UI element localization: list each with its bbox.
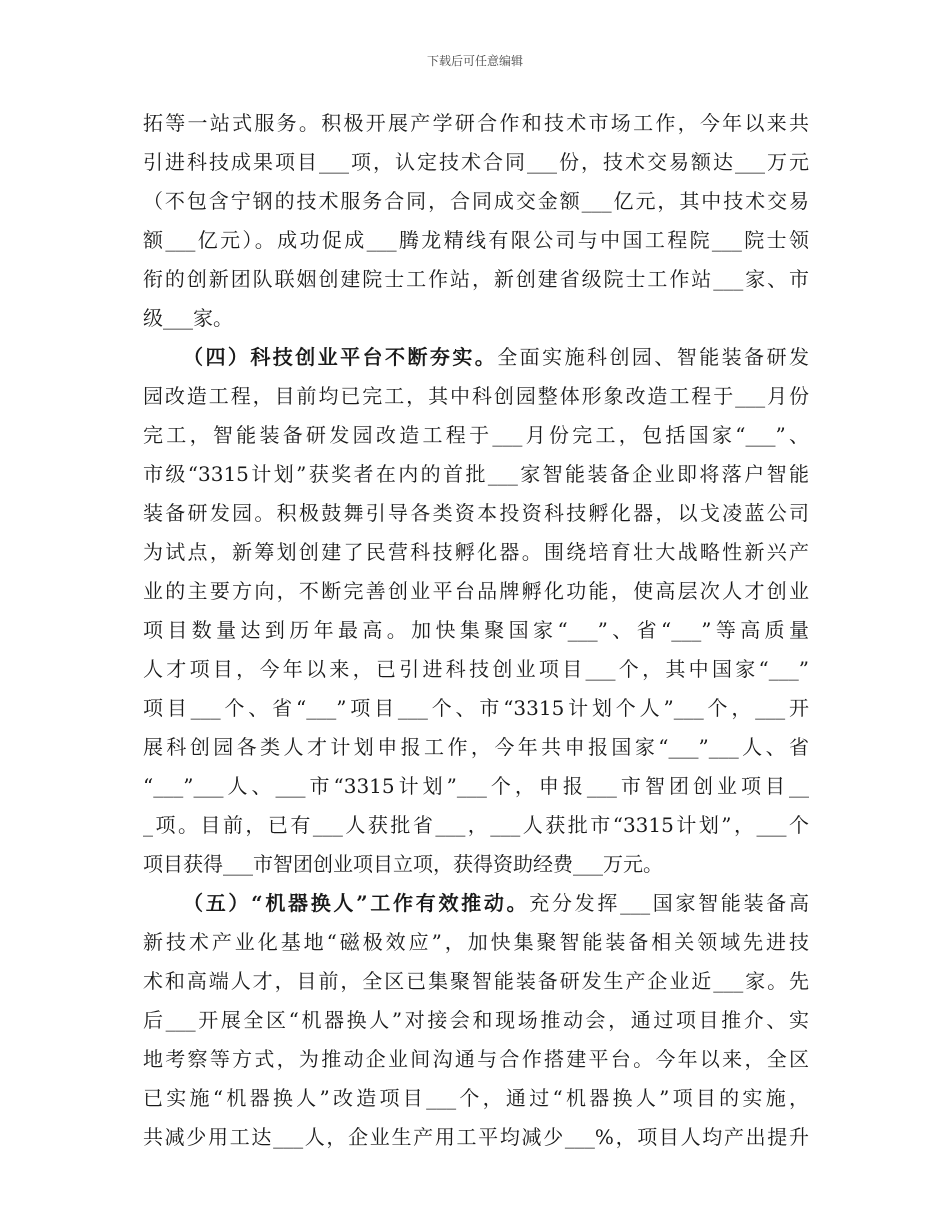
text-line: 衔的创新团队联姻创建院士工作站，新创建省级院士工作站___家、市 — [143, 267, 809, 291]
text-line: 新技术产业化基地“磁极效应”，加快集聚智能装备相关领域先进技 — [143, 930, 809, 954]
text-line: 展科创园各类人才计划申报工作，今年共申报国家“___”___人、省 — [143, 735, 809, 759]
text-line: 术和高端人才，目前，全区已集聚智能装备研发生产企业近___家。先 — [143, 969, 809, 993]
section-heading-line: （五）“机器换人”工作有效推动。充分发挥___国家智能装备高 — [183, 891, 809, 915]
text-line: 已实施“机器换人”改造项目___个，通过“机器换人”项目的实施， — [143, 1086, 809, 1110]
text-line: 完工，智能装备研发园改造工程于___月份完工，包括国家“___”、 — [143, 423, 809, 447]
text-line: 额___亿元）。成功促成___腾龙精线有限公司与中国工程院___院士领 — [143, 228, 809, 252]
text-line: 项目数量达到历年最高。加快集聚国家“___”、省“___”等高质量 — [143, 618, 809, 642]
text-line: 级___家。 — [143, 306, 233, 330]
text-line: 引进科技成果项目___项，认定技术合同___份，技术交易额达___万元 — [143, 150, 809, 174]
section-heading: （五）“机器换人”工作有效推动。 — [183, 891, 530, 915]
text-line: （不包含宁钢的技术服务合同，合同成交金额___亿元，其中技术交易 — [143, 189, 809, 213]
text-line: 园改造工程，目前均已完工，其中科创园整体形象改造工程于___月份 — [143, 384, 809, 408]
text-line: “___”___人、___市“3315计划”___个，申报___市智团创业项目__ — [143, 774, 809, 798]
text-line: _项。目前，已有___人获批省___，___人获批市“3315计划”，___个 — [143, 813, 809, 837]
text-line: 拓等一站式服务。积极开展产学研合作和技术市场工作，今年以来共 — [143, 111, 809, 135]
page-header: 下载后可任意编辑 — [426, 54, 523, 68]
text-line: 项目获得___市智团创业项目立项，获得资助经费___万元。 — [143, 852, 663, 876]
section-heading: （四）科技创业平台不断夯实。 — [183, 345, 498, 369]
document-body — [143, 104, 809, 1157]
text-line: 为试点，新筹划创建了民营科技孵化器。围绕培育壮大战略性新兴产 — [143, 540, 809, 564]
text-line: 装备研发园。积极鼓舞引导各类资本投资科技孵化器，以戈凌蓝公司 — [143, 501, 809, 525]
text-line: 共减少用工达___人，企业生产用工平均减少___%，项目人均产出提升 — [143, 1125, 809, 1149]
text-line: 市级“3315计划”获奖者在内的首批___家智能装备企业即将落户智能 — [143, 462, 809, 486]
section-heading-line: （四）科技创业平台不断夯实。全面实施科创园、智能装备研发 — [183, 345, 810, 369]
text-line: 地考察等方式，为推动企业间沟通与合作搭建平台。今年以来，全区 — [143, 1047, 809, 1071]
text-line: 业的主要方向，不断完善创业平台品牌孵化功能，使高层次人才创业 — [143, 579, 809, 603]
text-line: 人才项目，今年以来，已引进科技创业项目___个，其中国家“___” — [143, 657, 809, 681]
text-line: 项目___个、省“___”项目___个、市“3315计划个人”___个，___开 — [143, 696, 809, 720]
text-line: 后___开展全区“机器换人”对接会和现场推动会，通过项目推介、实 — [143, 1008, 809, 1032]
